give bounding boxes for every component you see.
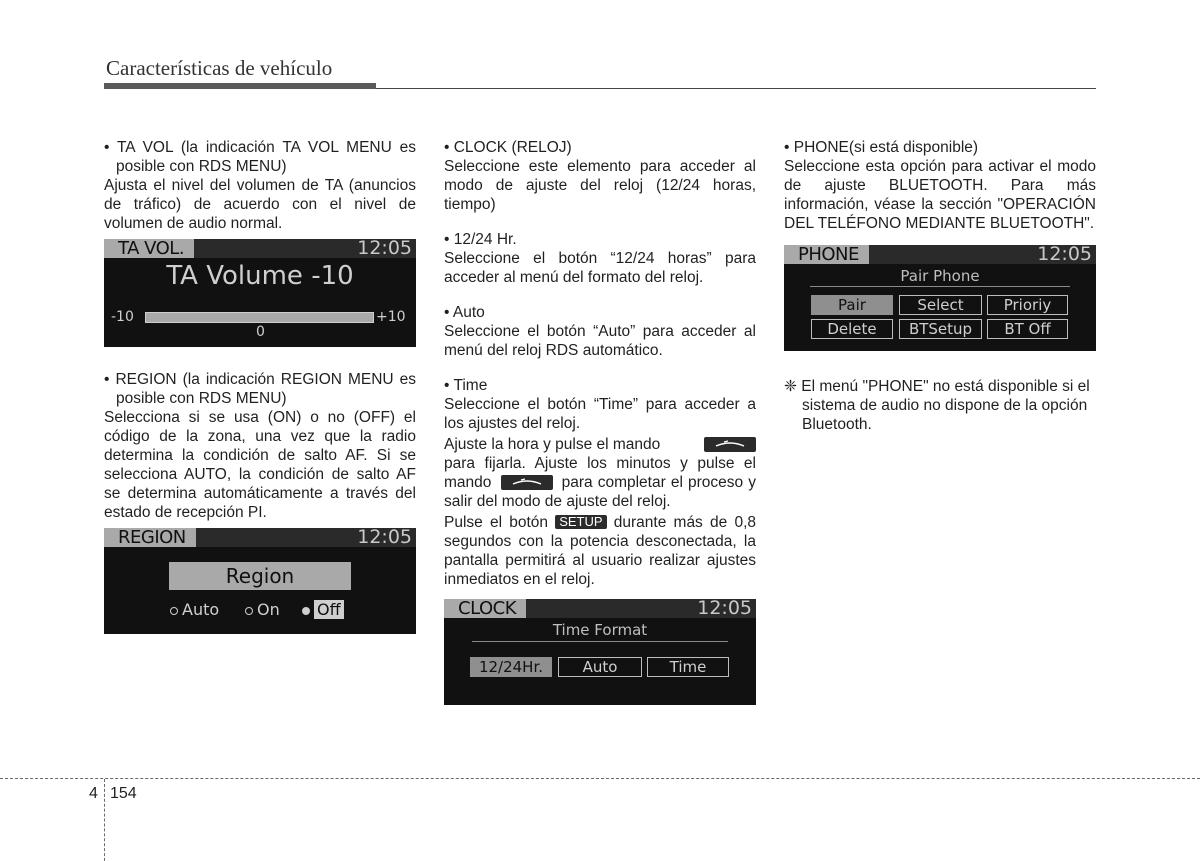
screen-tab-label: PHONE [784, 245, 869, 264]
h1224-heading: • 12/24 Hr. [444, 231, 517, 248]
phone-subtitle: Pair Phone [900, 267, 980, 285]
screen-tab-label: REGION [104, 528, 196, 547]
footer-margin-rule [104, 779, 105, 861]
region-option-auto: Auto [170, 600, 219, 619]
setup-text: Pulse el botón SETUP durante más de 0,8 segundos con la potencia desconectada, la pantalla permitirá al usuario realizar ajustes inmediatos en el reloj. [444, 514, 756, 588]
tavol-zero-label: 0 [256, 324, 265, 340]
page-title: Características de vehículo [106, 56, 333, 80]
time-description: Seleccione el botón “Time” para acceder a los ajustes del reloj. [444, 396, 756, 432]
phone-note: ❈ El menú "PHONE" no está disponible si el sistema de audio no dispone de la opción Bluetooth. [784, 378, 1090, 433]
tune-knob-icon [501, 475, 553, 490]
column-middle [444, 138, 756, 705]
screen-clock: 12:05 [357, 528, 412, 548]
screen-clock: 12:05 [697, 599, 752, 619]
divider [810, 286, 1070, 287]
radio-icon [245, 607, 253, 615]
column-right [784, 138, 1096, 434]
tavol-value: TA Volume -10 [166, 261, 354, 291]
btn-priority: Prioriy [987, 295, 1068, 315]
clock-subtitle: Time Format [552, 621, 648, 639]
clock-description: Seleccione este elemento para acceder al modo de ajuste del reloj (12/24 horas, tiempo) [444, 158, 756, 213]
tavol-description: Ajusta el nivel del volumen de TA (anuncios de tráfico) de acuerdo con el nivel de volumen de audio normal. [104, 177, 416, 232]
chapter-number: 4 [89, 785, 98, 802]
btn-pair: Pair [811, 295, 893, 315]
region-heading: • REGION (la indicación REGION MENU es posible con RDS MENU) [104, 371, 416, 407]
btn-delete: Delete [811, 319, 893, 339]
divider [472, 641, 728, 642]
btn-select: Select [899, 295, 982, 315]
header-rule-thin [376, 88, 1096, 89]
btn-time: Time [647, 657, 729, 677]
tavol-screen [104, 239, 416, 347]
auto-heading: • Auto [444, 304, 485, 321]
btn-btsetup: BTSetup [899, 319, 982, 339]
time-adjust-text: Ajuste la hora y pulse el mando para fijarla. Ajuste los minutos y pulse el mando para completar el proceso y salir del modo de ajuste del reloj. [444, 436, 756, 510]
tavol-slider [145, 312, 374, 323]
setup-button-icon: SETUP [555, 515, 606, 529]
btn-btoff: BT Off [987, 319, 1068, 339]
auto-description: Seleccione el botón “Auto” para acceder al menú del reloj RDS automático. [444, 323, 756, 359]
tavol-heading: • TA VOL (la indicación TA VOL MENU es posible con RDS MENU) [104, 139, 416, 175]
time-heading: • Time [444, 377, 488, 394]
radio-icon [170, 607, 178, 615]
header-rule [104, 83, 376, 89]
screen-tab-label: CLOCK [444, 599, 526, 618]
region-option-on: On [245, 600, 280, 619]
screen-tab-label: TA VOL. [104, 239, 194, 258]
region-button: Region [169, 562, 351, 590]
btn-auto: Auto [558, 657, 642, 677]
tavol-min-label: -10 [111, 309, 134, 325]
radio-selected-icon [302, 607, 310, 615]
tavol-slider-fill [146, 313, 373, 322]
tune-knob-icon [704, 437, 756, 452]
tavol-max-label: +10 [376, 309, 406, 325]
btn-1224hr: 12/24Hr. [470, 657, 552, 677]
region-option-off: Off [302, 600, 344, 619]
footer-rule [0, 778, 1200, 779]
phone-description: Seleccione esta opción para activar el modo de ajuste BLUETOOTH. Para más información, véase la sección "OPERACIÓN DEL TELÉFONO MEDIANTE BLUETOOTH". [784, 158, 1096, 232]
clock-screen [444, 599, 756, 705]
region-description: Selecciona si se usa (ON) o no (OFF) el código de la zona, una vez que la radio determina la condición de salto AF. Si se selecciona AUTO, la condición de salto AF se determina automáticamente a través del estado de recepción PI. [104, 409, 416, 521]
phone-screen [784, 245, 1096, 351]
clock-heading: • CLOCK (RELOJ) [444, 139, 572, 156]
screen-clock: 12:05 [1037, 245, 1092, 265]
screen-clock: 12:05 [357, 239, 412, 259]
region-screen [104, 528, 416, 634]
h1224-description: Seleccione el botón “12/24 horas” para acceder al menú del formato del reloj. [444, 250, 756, 286]
page-number: 154 [110, 785, 137, 802]
phone-heading: • PHONE(si está disponible) [784, 139, 979, 156]
column-left [104, 138, 416, 634]
